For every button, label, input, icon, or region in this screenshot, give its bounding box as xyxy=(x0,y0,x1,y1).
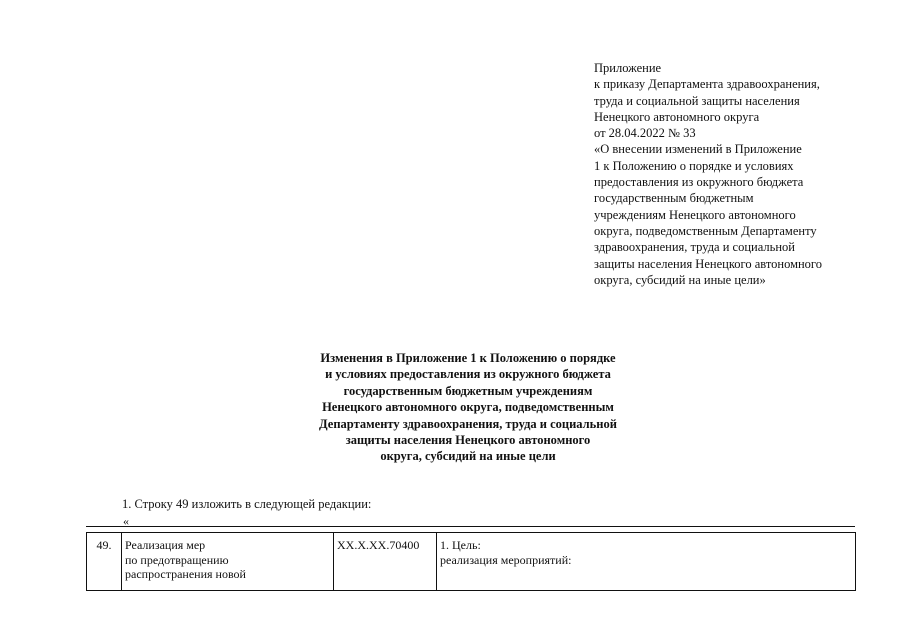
amendment-instruction: 1. Строку 49 изложить в следующей редакции: xyxy=(122,497,372,511)
row-number-cell xyxy=(87,533,122,591)
row-name-line: по предотвращению xyxy=(125,552,229,567)
appendix-line: государственным бюджетным xyxy=(594,191,754,206)
appendix-line: труда и социальной защиты населения xyxy=(594,93,800,108)
appendix-line: от 28.04.2022 № 33 xyxy=(594,126,696,141)
appendix-line: к приказу Департамента здравоохранения, xyxy=(594,77,820,92)
title-line: округа, субсидий на иные цели xyxy=(380,449,556,464)
row-name-line: Реализация мер xyxy=(125,538,206,552)
appendix-header xyxy=(594,60,884,288)
title-line: Департаменту здравоохранения, труда и социальной xyxy=(319,416,617,431)
title-line: Изменения в Приложение 1 к Положению о порядке xyxy=(320,351,616,365)
appendix-line: округа, субсидий на иные цели» xyxy=(594,272,766,287)
appendix-line: 1 к Положению о порядке и условиях xyxy=(594,158,794,173)
appendix-line: здравоохранения, труда и социальной xyxy=(594,240,795,255)
title-line: Ненецкого автономного округа, подведомственным xyxy=(322,400,614,415)
opening-quote: « xyxy=(123,514,129,528)
row-goal-line: реализация мероприятий: xyxy=(440,552,572,567)
appendix-line: округа, подведомственным Департаменту xyxy=(594,223,817,238)
title-line: и условиях предоставления из окружного бюджета xyxy=(325,367,611,382)
appendix-line: учреждениям Ненецкого автономного xyxy=(594,207,796,222)
table-row xyxy=(87,533,856,591)
row-code: XX.X.XX.70400 xyxy=(337,538,420,552)
row-number: 49. xyxy=(96,538,112,552)
appendix-line: Приложение xyxy=(594,61,662,75)
appendix-line: предоставления из окружного бюджета xyxy=(594,175,804,190)
row-name-line: распространения новой xyxy=(125,567,246,581)
title-line: защиты населения Ненецкого автономного xyxy=(345,433,591,448)
row-goal-line: 1. Цель: xyxy=(440,538,481,552)
row-name-cell xyxy=(122,533,334,591)
appendix-line: «О внесении изменений в Приложение xyxy=(594,142,802,157)
row-code-cell xyxy=(334,533,437,591)
title-line: государственным бюджетным учреждениям xyxy=(343,383,593,398)
appendix-line: Ненецкого автономного округа xyxy=(594,109,760,124)
table-top-rule xyxy=(86,526,855,527)
amendment-table xyxy=(86,532,856,591)
appendix-line: защиты населения Ненецкого автономного xyxy=(594,256,822,271)
row-goal-cell xyxy=(437,533,856,591)
document-title xyxy=(268,350,668,465)
